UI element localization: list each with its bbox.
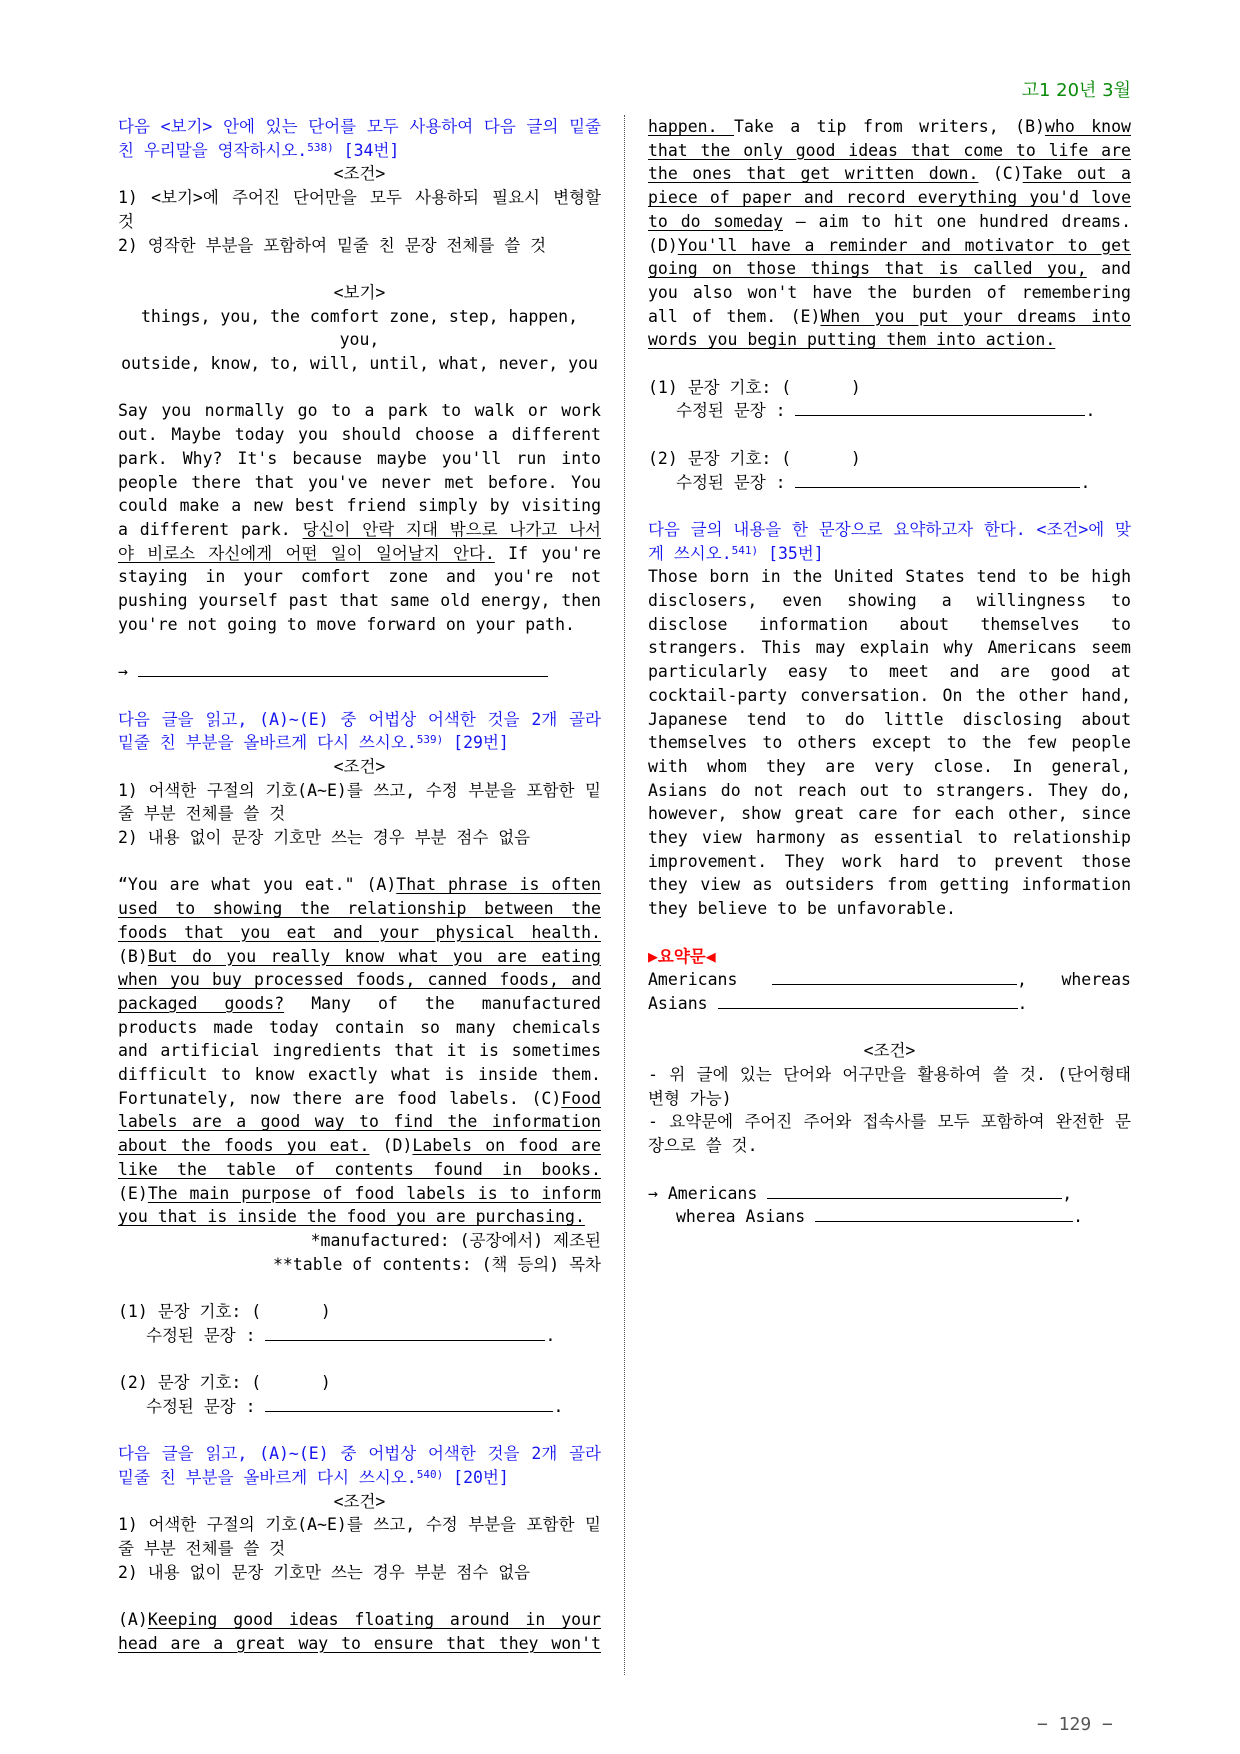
q539-answer-1-fix: 수정된 문장 : . (146, 1325, 556, 1345)
exam-header: 고1 20년 3월 (1021, 80, 1131, 101)
underlined-phrase: The main purpose of food labels is to inform you that is inside the food you are purchasing. (118, 1183, 601, 1227)
q539-passage (118, 873, 601, 1229)
summary-blank[interactable] (718, 994, 1018, 1009)
q539-footnote-2: **table of contents: (책 등의) 목차 (272, 1254, 601, 1274)
q541-condition-title: <조건> (863, 1041, 916, 1061)
q538-condition-title: <조건> (333, 164, 386, 184)
q541-condition-2: - 요약문에 주어진 주어와 접속사를 모두 포함하여 완전한 문장으로 쓸 것. (648, 1112, 1131, 1156)
passage-text: (E) (118, 1183, 148, 1203)
q541-passage: Those born in the United States tend to be high disclosers, even showing a willingness to disclose information about themselves to strangers. This may explain why Americans seem particularly easy to meet and are good at cocktail-party conversation. On the other hand, Japanese tend to do little disclosing about themselves to others except to the few people with whom they are very close. In general, Asians do not reach out to strangers. They do, however, show great care for each other, since they view harmony as essential to relationship improvement. They work hard to prevent those they view as outsiders from getting information they believe to be unfavorable. (648, 567, 1131, 919)
q540-answer-1-label: (1) 문장 기호: ( ) (648, 377, 861, 397)
answer-blank[interactable] (767, 1184, 1062, 1199)
q541-summary-line-2: Asians . (648, 993, 1028, 1013)
q539-footnote-1: *manufactured: (공장에서) 제조된 (310, 1230, 601, 1250)
q539-prompt: 다음 글을 읽고, (A)~(E) 중 어법상 어색한 것을 2개 골라 밑줄 친 부분을 올바르게 다시 쓰시오.$^{539)}$ [29번] (118, 709, 601, 753)
passage-text: Take a tip from writers, (B) (734, 117, 1045, 136)
underlined-phrase: Keeping good ideas floating around in your head are a great way to ensure that they won't happen. (118, 117, 735, 1653)
answer-blank[interactable] (815, 1207, 1073, 1222)
q541-condition-1: - 위 글에 있는 단어와 어구만을 활용하여 쓸 것. (단어형태 변형 가능) (648, 1065, 1131, 1108)
q540-condition-1: 1) 어색한 구절의 기호(A~E)를 쓰고, 수정 부분을 포함한 밑줄 부분 전체를 쓸 것 (118, 1515, 601, 1559)
passage-text: (A) (118, 1610, 148, 1630)
q539-answer-2-label: (2) 문장 기호: ( ) (118, 1373, 331, 1393)
q541-answer-line-1: → Americans , (648, 1183, 1073, 1203)
passage-text: If you're staying in your comfort zone and you're not pushing yourself past that same old energy, then you're not going to move forward on your path. (118, 543, 601, 634)
passage-text: (B) (118, 946, 148, 966)
passage-text: — aim to hit one hundred dreams. (D) (648, 211, 1132, 255)
q541-summary-line-1: Americans , whereas (648, 970, 1131, 990)
underlined-phrase: When you put your dreams into words you begin putting them into action. (648, 306, 1131, 350)
q538-condition-1: 1) <보기>에 주어진 단어만을 모두 사용하되 필요시 변형할 것 (118, 188, 601, 231)
passage-text: (D) (369, 1136, 413, 1156)
q538-box-words-1: things, you, the comfort zone, step, happen, you, (140, 306, 579, 350)
underlined-phrase: Take out a piece of paper and record everything you'd love to do someday (648, 164, 1131, 231)
q540-answer-2-fix: 수정된 문장 : . (676, 472, 1091, 492)
q540-condition-2: 2) 내용 없이 문장 기호만 쓰는 경우 부분 점수 없음 (118, 1562, 531, 1582)
q538-box-words-2: outside, know, to, will, until, what, never, you (121, 354, 598, 374)
answer-blank[interactable] (795, 401, 1085, 416)
underlined-phrase: But do you really know what you are eating when you buy processed foods, canned foods, and packaged goods? (118, 946, 601, 1013)
answer-blank[interactable] (795, 473, 1080, 488)
underlined-phrase: You'll have a reminder and motivator to get going on those things that is called you, (648, 235, 1131, 279)
underlined-phrase: Labels on food are like the table of contents found in books. (118, 1136, 601, 1179)
q539-answer-1-label: (1) 문장 기호: ( ) (118, 1302, 331, 1322)
answer-blank[interactable] (138, 662, 548, 677)
q538-box-title: <보기> (333, 282, 386, 302)
passage-text: “You are what you eat." (A) (118, 875, 397, 895)
q541-answer-line-2: wherea Asians . (676, 1207, 1084, 1227)
q539-condition-2: 2) 내용 없이 문장 기호만 쓰는 경우 부분 점수 없음 (118, 828, 531, 848)
answer-blank[interactable] (265, 1397, 553, 1412)
answer-blank[interactable] (265, 1326, 545, 1341)
q538-answer-line: → (118, 660, 601, 684)
two-column-content (118, 115, 1131, 1675)
page-number: − 129 − (1037, 1714, 1113, 1735)
q540-condition-title: <조건> (333, 1491, 386, 1511)
q540-prompt: 다음 글을 읽고, (A)~(E) 중 어법상 어색한 것을 2개 골라 밑줄 친 부분을 올바르게 다시 쓰시오.$^{540)}$ [20번] (118, 1444, 601, 1487)
q540-answer-1-fix: 수정된 문장 : . (676, 401, 1096, 421)
underlined-phrase: Food labels are a good way to find the information about the foods you eat. (118, 1088, 601, 1156)
summary-blank[interactable] (772, 970, 1017, 985)
underlined-phrase: 당신이 안락 지대 밖으로 나가고 나서야 비로소 자신에게 어떤 일이 일어날지 안다. (118, 519, 601, 563)
q541-summary-title: ▶요약문◀ (648, 946, 716, 966)
passage-text: and you also won't have the burden of remembering all of them. (E) (648, 259, 1131, 326)
q539-answer-2-fix: 수정된 문장 : . (146, 1396, 564, 1416)
q538-prompt: 다음 <보기> 안에 있는 단어를 모두 사용하여 다음 글의 밑줄 친 우리말을 영작하시오.$^{538)}$ [34번] (118, 117, 601, 160)
underlined-phrase: That phrase is often used to showing the relationship between the foods that you eat and your physical health. (118, 875, 601, 942)
q540-answer-2-label: (2) 문장 기호: ( ) (648, 448, 861, 468)
q541-prompt: 다음 글의 내용을 한 문장으로 요약하고자 한다. <조건>에 맞게 쓰시오.$^{541)}$ [35번] (648, 519, 1131, 563)
q538-passage (118, 399, 601, 636)
q539-condition-1: 1) 어색한 구절의 기호(A~E)를 쓰고, 수정 부분을 포함한 밑줄 부분 전체를 쓸 것 (118, 780, 601, 824)
underlined-phrase: who know that the only good ideas that come to life are the ones that get written down. (648, 117, 1131, 184)
passage-text: (C) (978, 164, 1023, 184)
passage-text: Many of the manufactured products made today contain so many chemicals and artificial ingredients that it is sometimes difficult to know exactly what is inside them. Fortunately, now there are food labels. (C) (118, 993, 601, 1108)
q538-condition-2: 2) 영작한 부분을 포함하여 밑줄 친 문장 전체를 쓸 것 (118, 235, 547, 255)
q539-condition-title: <조건> (333, 756, 386, 776)
passage-text: Say you normally go to a park to walk or work out. Maybe today you should choose a different park. Why? It's because maybe you'll run into people there that you've never met before. You could make a new best friend simply by visiting a different park. (118, 401, 601, 539)
